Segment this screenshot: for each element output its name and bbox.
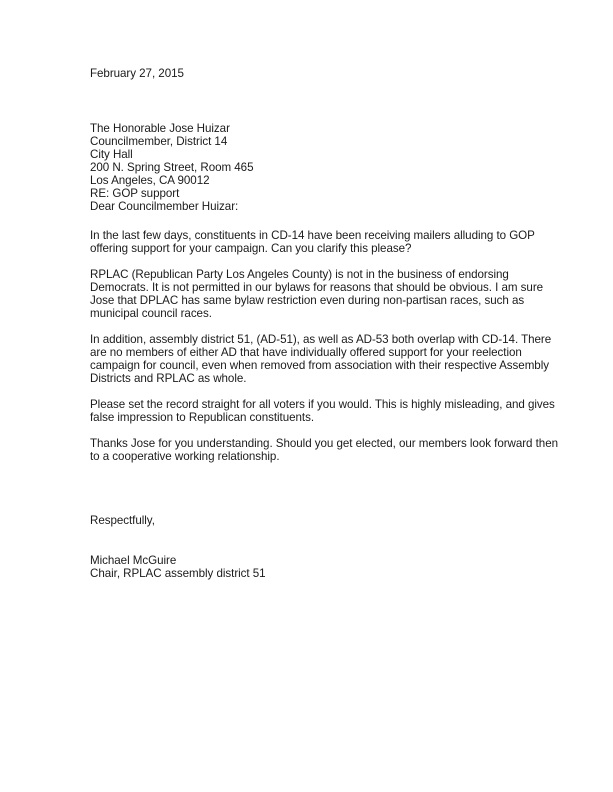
paragraph-thanks: Thanks Jose for you understanding. Should you get elected, our members look forward then to a cooperative working relationship.	[90, 437, 558, 463]
letter-paragraphs	[90, 229, 558, 463]
paragraph-districts: In addition, assembly district 51, (AD-51), as well as AD-53 both overlap with CD-14. There are no members of either AD that have individually offered support for your reelection campaign for council, even when removed from association with their respective Assembly Districts and RPLAC as whole.	[90, 333, 552, 385]
recipient-city: Los Angeles, CA 90012	[90, 174, 210, 187]
signer-title: Chair, RPLAC assembly district 51	[90, 567, 266, 580]
letter-body	[90, 67, 558, 580]
recipient-street: 200 N. Spring Street, Room 465	[90, 161, 254, 174]
signature-block	[90, 554, 558, 580]
recipient-address	[90, 122, 558, 187]
paragraph-record: Please set the record straight for all voters if you would. This is highly misleading, and gives false impression to Republican constituents.	[90, 398, 555, 424]
recipient-title: Councilmember, District 14	[90, 135, 228, 148]
recipient-name: The Honorable Jose Huizar	[90, 122, 230, 135]
signer-name: Michael McGuire	[90, 554, 177, 567]
paragraph-bylaws: RPLAC (Republican Party Los Angeles County) is not in the business of endorsing Democrats. It is not permitted in our bylaws for reasons that should be obvious. I am sure Jose that DPLAC has same bylaw restriction even during non-partisan races, such as municipal council races.	[90, 268, 544, 320]
letter-date: February 27, 2015	[90, 67, 184, 80]
closing: Respectfully,	[90, 514, 155, 527]
subject-line: RE: GOP support	[90, 187, 180, 200]
recipient-building: City Hall	[90, 148, 133, 161]
paragraph-mailers: In the last few days, constituents in CD-14 have been receiving mailers alluding to GOP offering support for your campaign. Can you clarify this please?	[90, 229, 535, 255]
salutation: Dear Councilmember Huizar:	[90, 200, 239, 213]
